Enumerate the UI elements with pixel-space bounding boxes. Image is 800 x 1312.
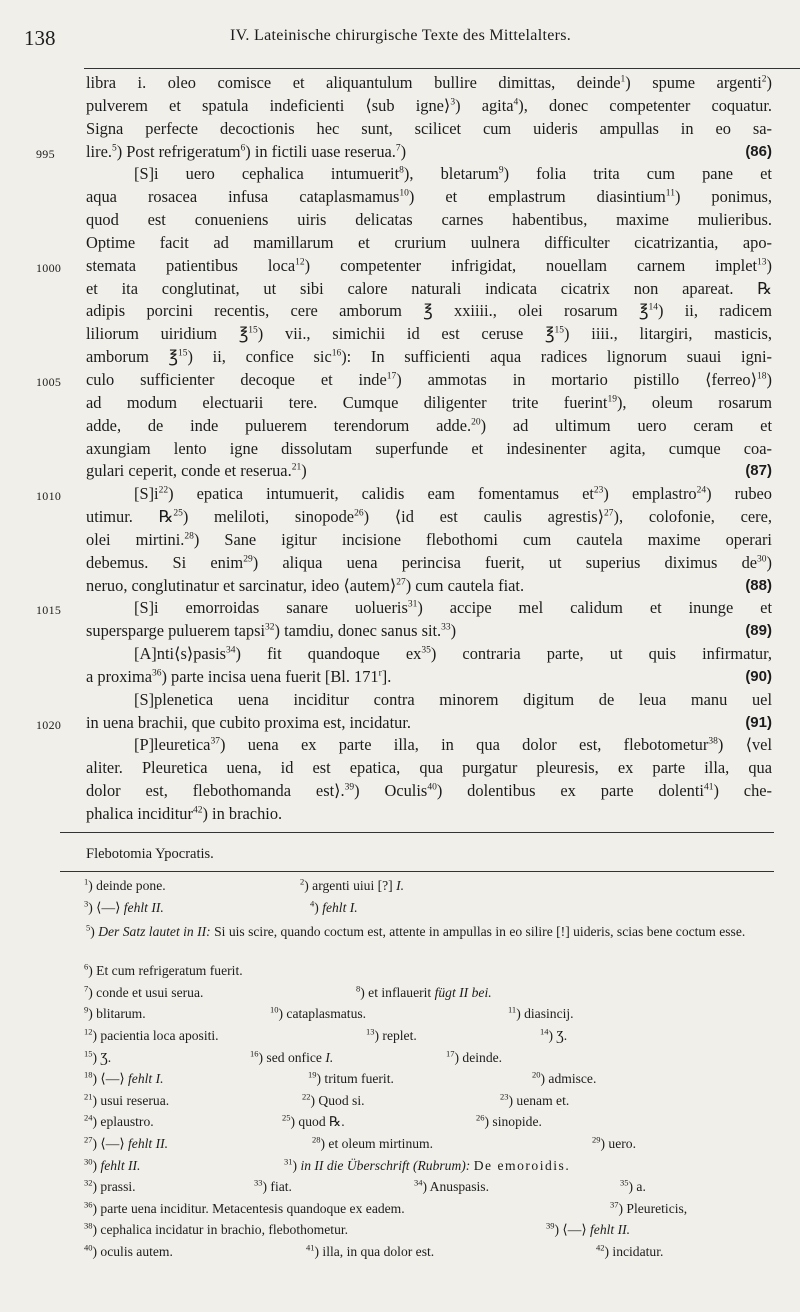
footnote-row <box>0 1136 800 1158</box>
footnote: $^1$) deinde pone. <box>84 876 166 893</box>
line-text: stemata patientibus loca$^{12}$) competenter infrigidat, nouellam carnem implet$^{13}$) <box>86 255 772 275</box>
footnote: $^3$) ⟨—⟩ fehlt II. <box>84 898 164 915</box>
line-text: in uena brachii, que cubito proxima est, incidatur. <box>86 712 411 732</box>
footnote: $^{34}$) Anuspasis. <box>414 1177 489 1195</box>
text-line <box>86 95 772 118</box>
footnote: $^{36}$) parte uena inciditur. Metacentesis quandoque ex eadem. <box>84 1199 405 1216</box>
line-text: utimur. ℞$^{25}$) meliloti, sinopode$^{26}$) ⟨id est caulis agrestis⟩$^{27}$), colofonie, cere, <box>86 507 772 527</box>
footnote-row <box>0 1093 800 1115</box>
line-number: 1005 <box>36 374 62 389</box>
footnote: $^{38}$) cephalica incidatur in brachio, flebothometur. <box>84 1220 349 1238</box>
line-text: Signa perfecte decoctionis hec sunt, scilicet cum uideris ampullas in eo sa- <box>86 118 772 138</box>
section-number: (88) <box>745 576 772 594</box>
line-number: 1015 <box>36 603 62 618</box>
footnote: $^8$) et inflauerit fügt II bei. <box>356 983 492 1000</box>
line-text: dolor est, flebothomanda est⟩.$^{39}$) Oculis$^{40}$) dolentibus ex parte dolenti$^{41}$) che- <box>86 781 773 801</box>
section-rule-bottom <box>60 871 774 872</box>
line-text: $[S]i^{22}$) epatica intumuerit, calidis eam fomentamus $et^{23}$) emplastro$^{24}$) rubeo <box>134 484 772 504</box>
footnote: $^9$) blitarum. <box>84 1004 146 1022</box>
text-line <box>36 141 772 164</box>
line-number: 1010 <box>36 489 62 504</box>
footnote: $^{30}$) fehlt II. <box>84 1156 141 1173</box>
footnote: $^{18}$) ⟨—⟩ fehlt I. <box>84 1069 164 1087</box>
line-text: [S]i uero cephalica intumuerit$^8$), bletarum$^9$) folia trita cum pane et <box>134 164 772 184</box>
text-line <box>86 575 772 598</box>
footnote: $^{35}$) a. <box>620 1177 646 1195</box>
footnote: $^{26}$) sinopide. <box>476 1112 542 1130</box>
line-text: adipis porcini recentis, cere amborum ℥ xxiiii., olei rosarum ℥$^{14}$) ii, radicem <box>86 301 772 321</box>
line-text: a proxima$^{36}$) parte incisa uena fuerit [Bl. 171$^r$]. <box>86 666 392 686</box>
line-text: ad modum electuarii tere. Cumque diligenter trite fuerint$^{19}$), oleum rosarum <box>86 392 772 412</box>
text-line <box>86 72 772 95</box>
footnote: $^{20}$) admisce. <box>532 1069 597 1087</box>
footnote: $^{12}$) pacientia loca apositi. <box>84 1026 219 1043</box>
line-number: 1000 <box>36 260 62 275</box>
text-line <box>86 438 772 461</box>
line-text: gulari ceperit, conde et reserua.$^{21}$) <box>86 461 307 481</box>
footnote: $^{32}$) prassi. <box>84 1177 136 1195</box>
footnote: $^{11}$) diasincij. <box>508 1004 574 1022</box>
line-text: axungiam lento igne dissolutam superfunde et indesinenter agita, cumque coa- <box>86 438 772 458</box>
line-text: aliter. Pleuretica uena, id est epatica, qua purgatur pleuresis, ex parte illa, qua <box>86 758 772 778</box>
footnote: $^{15}$) Ʒ. <box>84 1048 112 1065</box>
text-line <box>86 163 772 186</box>
line-text: liliorum uiridium ℥$^{15}$) vii., simichii id est ceruse ℥$^{15}$) iiii., litargiri, masticis, <box>86 324 773 344</box>
footnote: $^6$) Et cum refrigeratum fuerit. <box>84 961 243 979</box>
text-line <box>36 597 772 620</box>
footnote: $^{21}$) usui reserua. <box>84 1091 170 1108</box>
footnote: $^{42}$) incidatur. <box>596 1242 664 1259</box>
line-text: aqua rosacea infusa cataplasmamus$^{10}$) et emplastrum diasintium$^{11}$) ponimus, <box>86 187 772 207</box>
text-line <box>86 506 772 529</box>
text-line <box>86 209 772 232</box>
section-number: (86) <box>745 142 772 160</box>
text-line <box>86 118 772 141</box>
footnote: $^{28}$) et oleum mirtinum. <box>312 1134 434 1151</box>
line-text: amborum ℥$^{15}$) ii, confice sic$^{16}$): In sufficienti aqua radices lignorum suaui igni- <box>86 347 772 367</box>
header-rule <box>84 68 800 69</box>
footnote-row <box>0 1201 800 1223</box>
footnote: $^4$) fehlt I. <box>310 898 358 915</box>
line-text: phalica inciditur$^{42}$) in brachio. <box>86 804 283 823</box>
footnote-row <box>0 1028 800 1050</box>
text-line <box>86 620 772 643</box>
text-line <box>36 255 772 278</box>
text-line <box>86 300 772 323</box>
text-line <box>36 369 772 392</box>
text-line <box>86 278 772 301</box>
footnote-row <box>0 1244 800 1266</box>
footnote: $^{33}$) fiat. <box>254 1177 292 1195</box>
text-line <box>86 734 772 757</box>
text-line <box>86 780 772 803</box>
text-line <box>86 643 772 666</box>
footnote: $^{19}$) tritum fuerit. <box>308 1069 394 1087</box>
line-text: [S]plenetica uena inciditur contra minorem digitum de leua manu uel <box>134 689 772 709</box>
text-line <box>86 757 772 780</box>
text-line <box>86 803 772 826</box>
footnote-row <box>0 1050 800 1072</box>
footnote: $^{31}$) in II die Überschrift (Rubrum): De emoroidis. <box>284 1156 571 1173</box>
line-text: culo sufficienter decoque et inde$^{17}$) ammotas in mortario pistillo ⟨ferreo⟩$^{18}$) <box>86 369 772 389</box>
footnote: $^{23}$) uenam et. <box>500 1091 570 1108</box>
line-text: supersparge puluerem tapsi$^{32}$) tamdiu, donec sanus sit.$^{33}$) <box>86 621 457 641</box>
text-line <box>36 712 772 735</box>
section-number: (90) <box>745 667 772 685</box>
text-line <box>86 186 772 209</box>
text-line <box>86 392 772 415</box>
text-line <box>86 666 772 689</box>
line-text: [A]nti⟨s⟩pasis$^{34}$) fit quandoque $ex^{35}$) contraria parte, ut quis infirmatur, <box>134 644 772 664</box>
footnote: $^{24}$) eplaustro. <box>84 1112 154 1130</box>
text-line <box>86 552 772 575</box>
line-text: neruo, conglutinatur et sarcinatur, ideo ⟨autem⟩$^{27}$) cum cautela fiat. <box>86 575 525 595</box>
line-text: [S]i emorroidas sanare uolueris$^{31}$) accipe mel calidum et inunge et <box>134 598 772 618</box>
section-label: Flebotomia Ypocratis. <box>86 846 214 862</box>
footnote: $^2$) argenti uiui [?] I. <box>300 876 405 893</box>
footnote-row <box>0 921 800 963</box>
line-text: olei mirtini.$^{28}$) Sane igitur incisione flebothomi cum cautela maxime operari <box>86 529 772 549</box>
line-text: et ita conglutinat, ut sibi calore naturali indicata cicatrix non apareat. ℞ <box>86 278 772 298</box>
line-text: adde, de inde puluerem terendorum adde.$^{20}$) ad ultimum uero ceram et <box>86 415 772 435</box>
footnote: $^{10}$) cataplasmatus. <box>270 1004 367 1022</box>
running-title: IV. Lateinische chirurgische Texte des Mittelalters. <box>230 27 572 44</box>
footnote: $^{17}$) deinde. <box>446 1048 503 1065</box>
footnote-row <box>0 878 800 900</box>
footnote-row <box>0 1222 800 1244</box>
main-text <box>36 72 773 826</box>
text-line <box>86 529 772 552</box>
footnote: $^{41}$) illa, in qua dolor est. <box>306 1242 435 1259</box>
section-number: (87) <box>745 462 772 480</box>
text-line <box>36 483 772 506</box>
line-number: 995 <box>36 146 55 161</box>
line-text: quod est conueniens uiris delicatas carnes habentibus, maxime mulieribus. <box>86 210 772 230</box>
footnote: $^{27}$) ⟨—⟩ fehlt II. <box>84 1134 169 1151</box>
section-rule-top <box>60 832 774 833</box>
text-line <box>86 460 772 483</box>
line-number: 1020 <box>36 717 62 732</box>
text-line <box>86 346 772 369</box>
footnote: $^{39}$) ⟨—⟩ fehlt II. <box>546 1220 631 1238</box>
footnote: $^{37}$) Pleureticis, <box>610 1199 688 1216</box>
footnote-row <box>0 985 800 1007</box>
footnote: $^{25}$) quod ℞. <box>282 1112 345 1130</box>
footnote-row <box>0 1158 800 1180</box>
line-text: libra i. oleo comisce et aliquantulum bullire dimittas, deinde$^1$) spume argenti$^2$) <box>86 73 772 92</box>
text-line <box>86 415 772 438</box>
section-number: (89) <box>745 622 772 640</box>
line-text: debemus. Si enim$^{29}$) aliqua uena perincisa fuerit, ut superius diximus $de^{30}$) <box>86 552 773 572</box>
footnote-row <box>0 1071 800 1093</box>
footnote-row <box>0 1006 800 1028</box>
text-line <box>86 232 772 255</box>
footnote-row <box>0 1114 800 1136</box>
line-text: pulverem et spatula indeficienti ⟨sub igne⟩$^3$) agita$^4$), donec competenter coquatur. <box>86 95 772 115</box>
footnote: $^{14}$) Ʒ. <box>540 1026 568 1043</box>
text-line <box>86 323 772 346</box>
footnote: $^{16}$) sed onfice I. <box>250 1048 334 1065</box>
footnotes <box>0 878 800 1266</box>
page-number: 138 <box>24 26 56 50</box>
section-number: (91) <box>745 713 772 731</box>
footnote: $^{13}$) replet. <box>366 1026 417 1043</box>
line-text: [P]leuretica$^{37}$) uena ex parte illa, in qua dolor est, flebotometur$^{38}$) ⟨vel <box>134 735 772 755</box>
footnote: $^{29}$) uero. <box>592 1134 636 1151</box>
footnote: $^7$) conde et usui serua. <box>84 983 204 1000</box>
footnote: $^{40}$) oculis autem. <box>84 1242 173 1259</box>
line-text: Optime facit ad mamillarum et crurium uulnera difficulter cicatrizantia, apo- <box>86 232 772 252</box>
line-text: lire.$^5$) Post refrigeratum$^6$) in fictili uase reserua.$^7$) <box>86 141 407 161</box>
footnote-row <box>0 900 800 922</box>
footnote-row <box>0 1179 800 1201</box>
footnote-row <box>0 963 800 985</box>
text-line <box>86 689 772 712</box>
page-header <box>24 22 776 52</box>
footnote: $^5$) Der Satz lautet in II: Si uis scire, quando coctum est, attente in ampullas in eo silire [!] uideris, scias bene coctum esse. <box>86 922 746 940</box>
footnote: $^{22}$) Quod si. <box>302 1091 365 1108</box>
